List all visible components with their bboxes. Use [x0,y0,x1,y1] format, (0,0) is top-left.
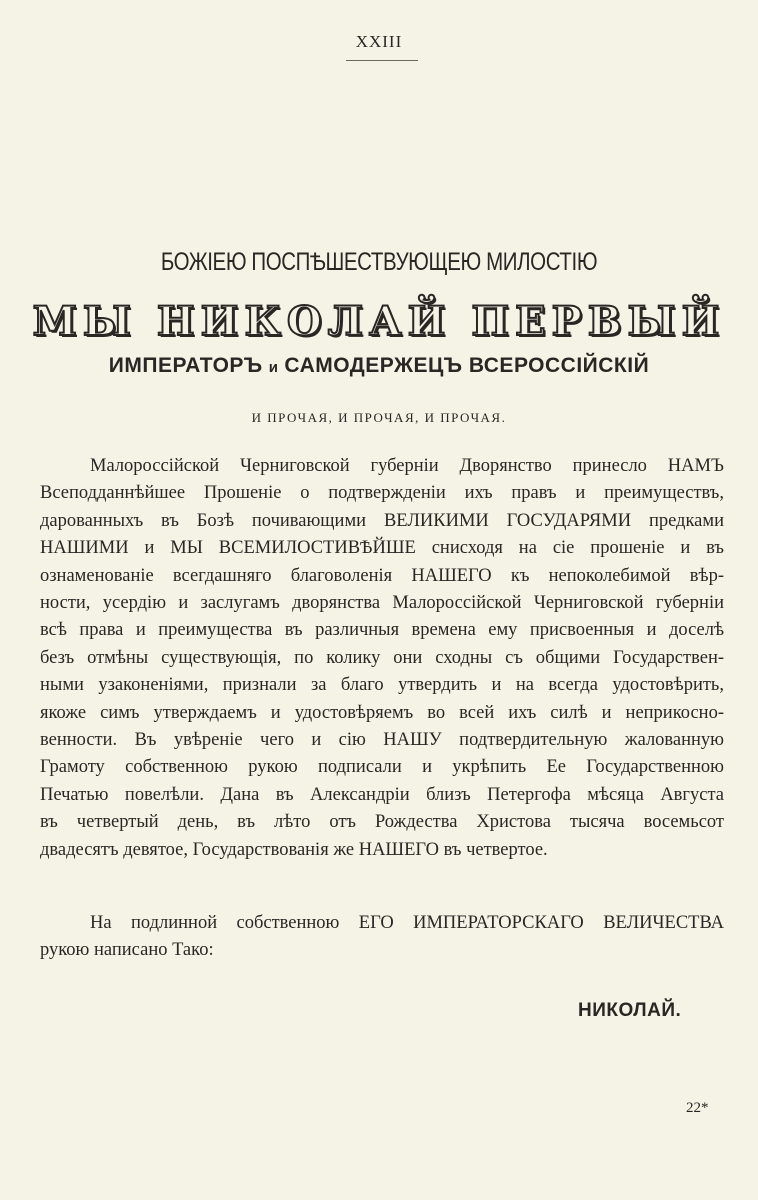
text-line: Печатью повелѣли. Дана въ Александріи близъ Петергофа мѣсяца Августа [40,784,724,805]
title-emperor: ИМПЕРАТОРЪ [108,354,263,377]
text-line: двадесятъ девятое, Государствованія же НАШЕГО въ четвертое. [40,839,548,860]
header-rule [346,60,418,61]
text-line: всѣ права и преимущества въ различныя времена ему присвоенныя и доселѣ [40,620,724,641]
text-line: НАШИМИ и МЫ ВСЕМИЛОСТИВѢЙШЕ снисходя на сіе прошеніе и въ [40,538,724,559]
signature: НИКОЛАЙ. [578,1000,682,1021]
signature-note [40,910,724,965]
emperor-title [0,354,758,378]
text-line: ности, усердію и заслугамъ дворянства Малороссійской Черниговской губерніи [40,593,724,614]
page-number: 22* [686,1100,709,1116]
text-line: ными узаконеніями, признали за благо утвердить и на всегда удостовѣрить, [40,675,724,696]
text-line: дарованныхъ въ Бозѣ почивающими ВЕЛИКИМИ ГОСУДАРЯМИ предками [40,510,724,531]
charter-text [40,453,724,864]
text-line: Всеподданнѣйшее Прошеніе о подтвержденіи ихъ правъ и преимуществъ, [40,483,724,504]
text-line: ознаменованіе всегдашняго благоволенія НАШЕГО къ непоколебимой вѣр- [40,565,724,586]
et-cetera-line: И ПРОЧАЯ, И ПРОЧАЯ, И ПРОЧАЯ. [251,410,507,425]
text-line: безъ отмѣны существующія, по колику они сходны съ общими Государствен- [40,647,724,668]
grace-formula: БОЖІЕЮ ПОСПѢШЕСТВУЮЩЕЮ МИЛОСТІЮ [160,248,598,276]
signature-note-line: рукою написано Тако: [40,940,214,961]
text-line: Грамоту собственною рукою подписали и укрѣпить Ее Государственною [40,757,724,778]
title-autocrat: САМОДЕРЖЕЦЪ ВСЕРОССІЙСКІЙ [284,354,650,377]
text-line: Малороссійской Черниговской губерніи Дворянство принесло НАМЪ [90,456,724,476]
text-line: якоже симъ утверждаемъ и удостовѣряемъ во всей ихъ силѣ и неприкосно- [40,702,724,723]
text-line: въ четвертый день, въ лѣто отъ Рождества Христова тысяча восемьсот [40,812,724,833]
title-and: и [268,359,279,376]
text-line: венности. Въ увѣреніе чего и сію НАШУ подтвердительную жалованную [40,730,724,751]
signature-note-line: На подлинной собственною ЕГО ИМПЕРАТОРСКАГО ВЕЛИЧЕСТВА [90,913,724,933]
emperor-name: МЫ НИКОЛАЙ ПЕРВЫЙ [32,298,726,345]
roman-page-numeral: XXIII [355,32,403,51]
